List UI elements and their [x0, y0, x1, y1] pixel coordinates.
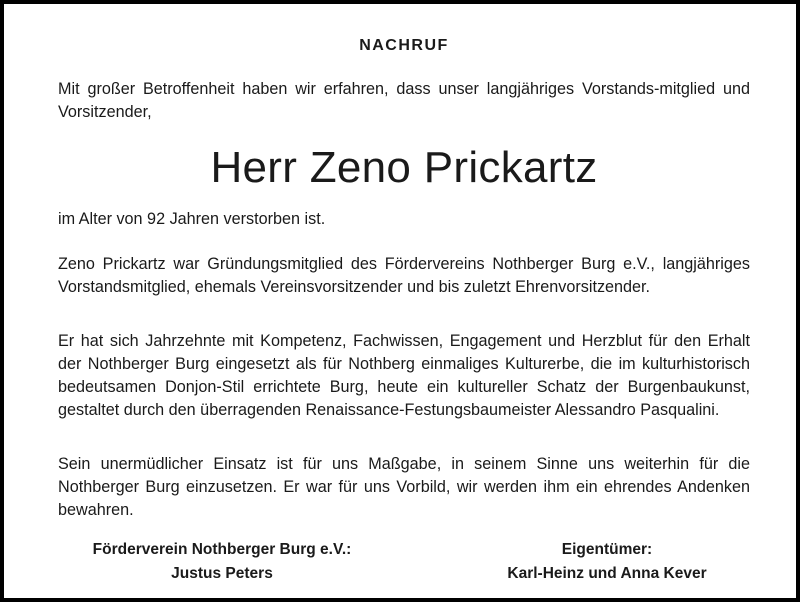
notice-heading: NACHRUF	[359, 37, 449, 54]
age-line: im Alter von 92 Jahren verstorben ist.	[58, 210, 326, 228]
signature-owners-org: Eigentümer:	[561, 541, 653, 558]
signature-owners-person: Karl-Heinz und Anna Kever	[507, 565, 707, 582]
body-paragraph-engagement: Er hat sich Jahrzehnte mit Kompetenz, Fachwissen, Engagement und Herzblut für den Erhalt der Nothberger Burg eingesetzt als für Nothberg einmaliges Kulturerbe, die im kulturhistorisch bedeutsamen Donjon-Stil errichtete Burg, heute ein kultureller Schatz der Burgenbaukunst, gestaltet durch den überragenden Renaissance-Festungsbaumeister Alessandro Pasqualini.	[58, 332, 750, 419]
signature-association-person: Justus Peters	[171, 565, 273, 582]
body-paragraph-founding: Zeno Prickartz war Gründungsmitglied des Fördervereins Nothberger Burg e.V., langjähriges Vorstandsmitglied, ehemals Vereinsvorsitzender und bis zuletzt Ehrenvorsitzender.	[58, 255, 750, 296]
body-paragraph-legacy: Sein unermüdlicher Einsatz ist für uns Maßgabe, in seinem Sinne uns weiterhin für die Nothberger Burg einzusetzen. Er war für uns Vorbild, wir werden ihm ein ehrendes Andenken bewahren.	[58, 455, 750, 519]
signature-owners	[446, 538, 768, 586]
signature-association-org: Förderverein Nothberger Burg e.V.:	[92, 541, 352, 558]
intro-paragraph: Mit großer Betroffenheit haben wir erfahren, dass unser langjähriges Vorstands-mitglied und Vorsitzender,	[58, 80, 750, 121]
signature-association	[54, 538, 390, 586]
deceased-name: Herr Zeno Prickartz	[210, 143, 598, 192]
